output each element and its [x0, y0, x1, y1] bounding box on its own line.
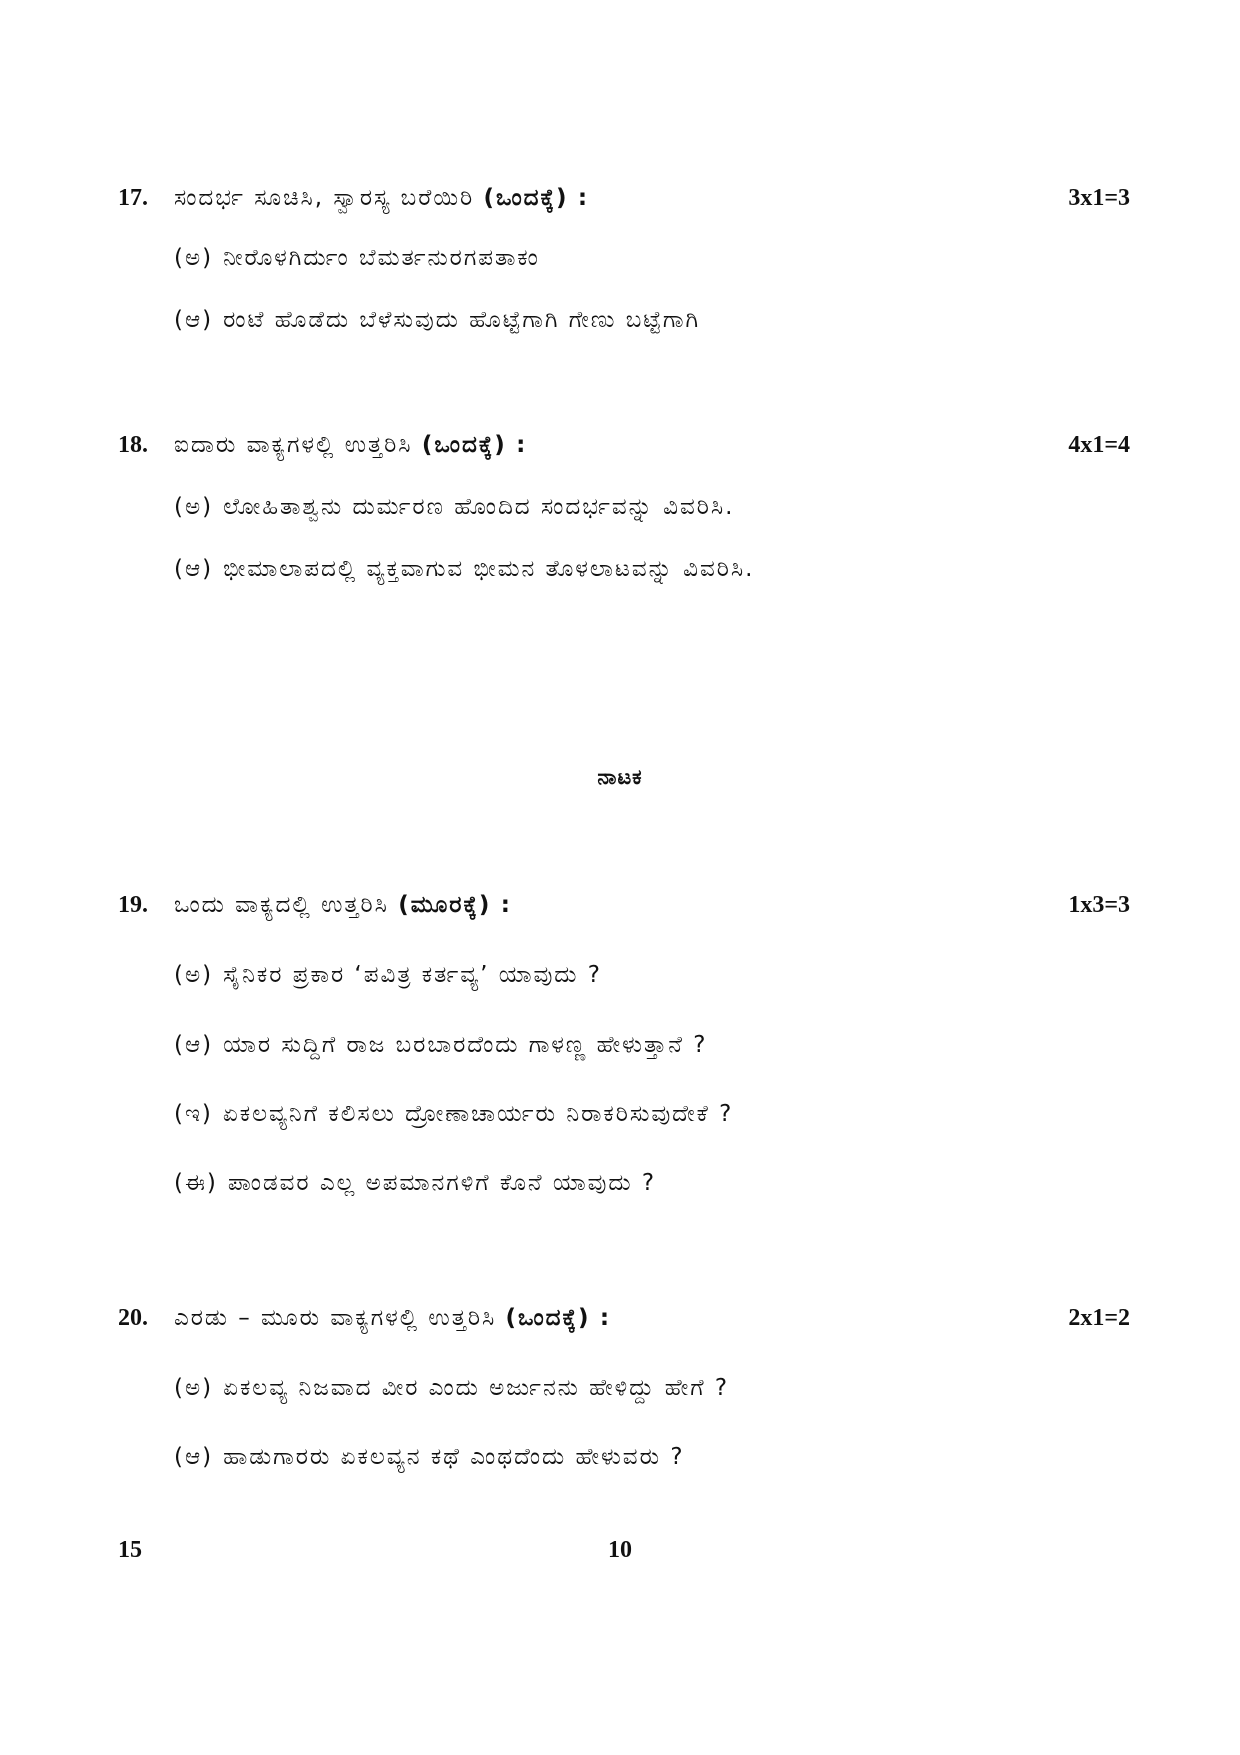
sub-question: [174, 238, 540, 278]
question-colon: :: [577, 185, 590, 211]
paper-code: 15: [118, 1537, 142, 1563]
sub-question-label: (ಆ): [174, 307, 214, 333]
page-number: 10: [608, 1537, 632, 1563]
sub-question-label: (ಅ): [174, 1375, 214, 1401]
sub-question-label: (ಅ): [174, 494, 214, 520]
question-18-header: [118, 425, 1130, 465]
sub-question-text: ಏಕಲವ್ಯನಿಗೆ ಕಲಿಸಲು ದ್ರೋಣಾಚಾರ್ಯರು ನಿರಾಕರಿಸುವುದೇಕೆ ?: [222, 1101, 734, 1127]
sub-question-label: (ಆ): [174, 556, 214, 582]
question-colon: :: [516, 432, 528, 458]
sub-question-text: ಯಾರ ಸುದ್ದಿಗೆ ರಾಜ ಬರಬಾರದೆಂದು ಗಾಳಣ್ಣ ಹೇಳುತ್ತಾನೆ ?: [223, 1032, 708, 1058]
question-number: 20.: [118, 1305, 148, 1331]
question-marks: 2x1=2: [1068, 1305, 1130, 1331]
sub-question-text: ಪಾಂಡವರ ಎಲ್ಲ ಅಪಮಾನಗಳಿಗೆ ಕೊನೆ ಯಾವುದು ?: [227, 1170, 657, 1196]
question-marks: 1x3=3: [1068, 892, 1130, 918]
question-prompt: ಐದಾರು ವಾಕ್ಯಗಳಲ್ಲಿ ಉತ್ತರಿಸಿ: [174, 432, 413, 458]
question-instruction: (ಮೂರಕ್ಕೆ): [398, 892, 492, 918]
sub-question-text: ಲೋಹಿತಾಶ್ವನು ದುರ್ಮರಣ ಹೊಂದಿದ ಸಂದರ್ಭವನ್ನು ವಿವರಿಸಿ.: [223, 494, 735, 520]
sub-question: [174, 1437, 685, 1477]
question-prompt: ಒಂದು ವಾಕ್ಯದಲ್ಲಿ ಉತ್ತರಿಸಿ: [174, 892, 389, 918]
question-text: [174, 178, 589, 218]
question-prompt: ಸಂದರ್ಭ ಸೂಚಿಸಿ, ಸ್ವಾರಸ್ಯ ಬರೆಯಿರಿ: [174, 185, 475, 211]
sub-question-text: ಭೀಮಾಲಾಪದಲ್ಲಿ ವ್ಯಕ್ತವಾಗುವ ಭೀಮನ ತೊಳಲಾಟವನ್ನು ವಿವರಿಸಿ.: [223, 556, 755, 582]
sub-question-label: (ಆ): [174, 1444, 214, 1470]
sub-question-text: ಸೈನಿಕರ ಪ್ರಕಾರ ‘ಪವಿತ್ರ ಕರ್ತವ್ಯ’ ಯಾವುದು ?: [223, 962, 602, 988]
sub-question-text: ನೀರೊಳಗಿರ್ದುಂ ಬೆಮರ್ತನುರಗಪತಾಕಂ: [223, 245, 540, 271]
section-title: ನಾಟಕ: [597, 765, 643, 789]
question-number: 18.: [118, 432, 148, 458]
sub-question: [174, 549, 754, 589]
question-17-header: [118, 178, 1130, 218]
sub-question: [174, 1025, 707, 1065]
question-number: 17.: [118, 185, 148, 211]
question-19-header: [118, 885, 1130, 925]
question-text: [174, 1298, 611, 1338]
question-colon: :: [599, 1305, 612, 1331]
question-marks: 3x1=3: [1068, 185, 1130, 211]
question-prompt: ಎರಡು – ಮೂರು ವಾಕ್ಯಗಳಲ್ಲಿ ಉತ್ತರಿಸಿ: [174, 1305, 497, 1331]
question-20-header: [118, 1298, 1130, 1338]
sub-question: [174, 1163, 656, 1203]
sub-question-label: (ಅ): [174, 245, 214, 271]
sub-question-label: (ಇ): [174, 1101, 213, 1127]
sub-question: [174, 300, 700, 340]
sub-question-text: ರಂಟೆ ಹೊಡೆದು ಬೆಳೆಸುವುದು ಹೊಟ್ಟೆಗಾಗಿ ಗೇಣು ಬಟ್ಟೆಗಾಗಿ: [223, 307, 701, 333]
question-instruction: (ಒಂದಕ್ಕೆ): [505, 1305, 591, 1331]
question-marks: 4x1=4: [1068, 432, 1130, 458]
sub-question: [174, 1368, 729, 1408]
sub-question-label: (ಈ): [174, 1170, 218, 1196]
question-text: [174, 885, 512, 925]
sub-question: [174, 955, 602, 995]
question-number: 19.: [118, 892, 148, 918]
sub-question-text: ಹಾಡುಗಾರರು ಏಕಲವ್ಯನ ಕಥೆ ಎಂಥದೆಂದು ಹೇಳುವರು ?: [223, 1444, 685, 1470]
question-text: [174, 425, 527, 465]
sub-question: [174, 1094, 733, 1134]
sub-question: [174, 487, 734, 527]
sub-question-text: ಏಕಲವ್ಯ ನಿಜವಾದ ವೀರ ಎಂದು ಅರ್ಜುನನು ಹೇಳಿದ್ದು ಹೇಗೆ ?: [223, 1375, 730, 1401]
sub-question-label: (ಆ): [174, 1032, 214, 1058]
sub-question-label: (ಅ): [174, 962, 214, 988]
question-colon: :: [500, 892, 512, 918]
question-instruction: (ಒಂದಕ್ಕೆ): [421, 432, 507, 458]
question-instruction: (ಒಂದಕ್ಕೆ): [483, 185, 569, 211]
